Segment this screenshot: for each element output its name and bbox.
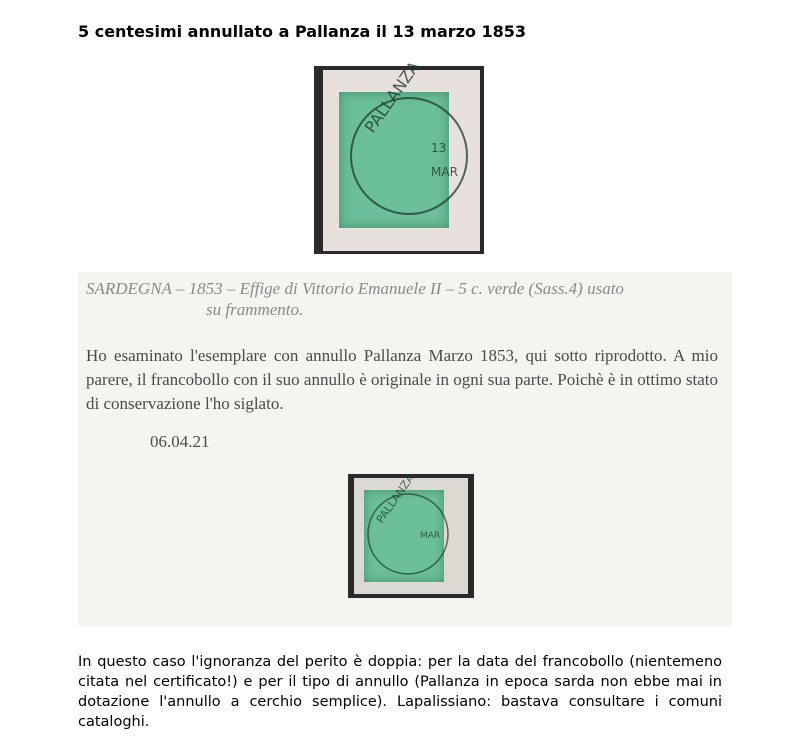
postmark-image (364, 471, 444, 582)
certificate-date: 06.04.21 (150, 432, 210, 451)
certificate-header-cont: su frammento. (206, 300, 304, 319)
svg-text:PALLANZA: PALLANZA (360, 57, 424, 137)
description-paragraph: In questo caso l'ignoranza del perito è doppia: per la data del francobollo (nientemeno citata nel certificato!) e per il tipo di annullo (Pallanza in epoca sarda non ebbe mai in dotazione l'annullo a cerchio semplice). Lapalissiano: bastava consultare i comuni cataloghi. (78, 654, 722, 730)
svg-text:13: 13 (431, 141, 447, 155)
postmark-image (339, 57, 458, 228)
stamp-photo-certificate (348, 471, 474, 598)
paper-fragment (323, 57, 480, 251)
paper-fragment (354, 471, 468, 594)
stamp-image (339, 57, 458, 228)
certificate-image (78, 272, 732, 626)
svg-text:PALLANZA: PALLANZA (373, 471, 418, 526)
certificate-header: SARDEGNA – 1853 – Effige di Vittorio Emanuele II – 5 c. verde (Sass.4) usato (86, 279, 624, 298)
stamp-photo-top (314, 57, 484, 254)
certificate-body: Ho esaminato l'esemplare con annullo Pallanza Marzo 1853, qui sotto riprodotto. A mio parere, il francobollo con il suo annullo è originale in ogni sua parte. Poichè è in ottimo stato di conservazione l'ho siglato. (86, 346, 718, 413)
stamp-image (364, 471, 444, 582)
page-title: 5 centesimi annullato a Pallanza il 13 marzo 1853 (78, 22, 527, 41)
svg-text:MAR: MAR (420, 531, 441, 541)
svg-text:MAR: MAR (431, 165, 458, 179)
